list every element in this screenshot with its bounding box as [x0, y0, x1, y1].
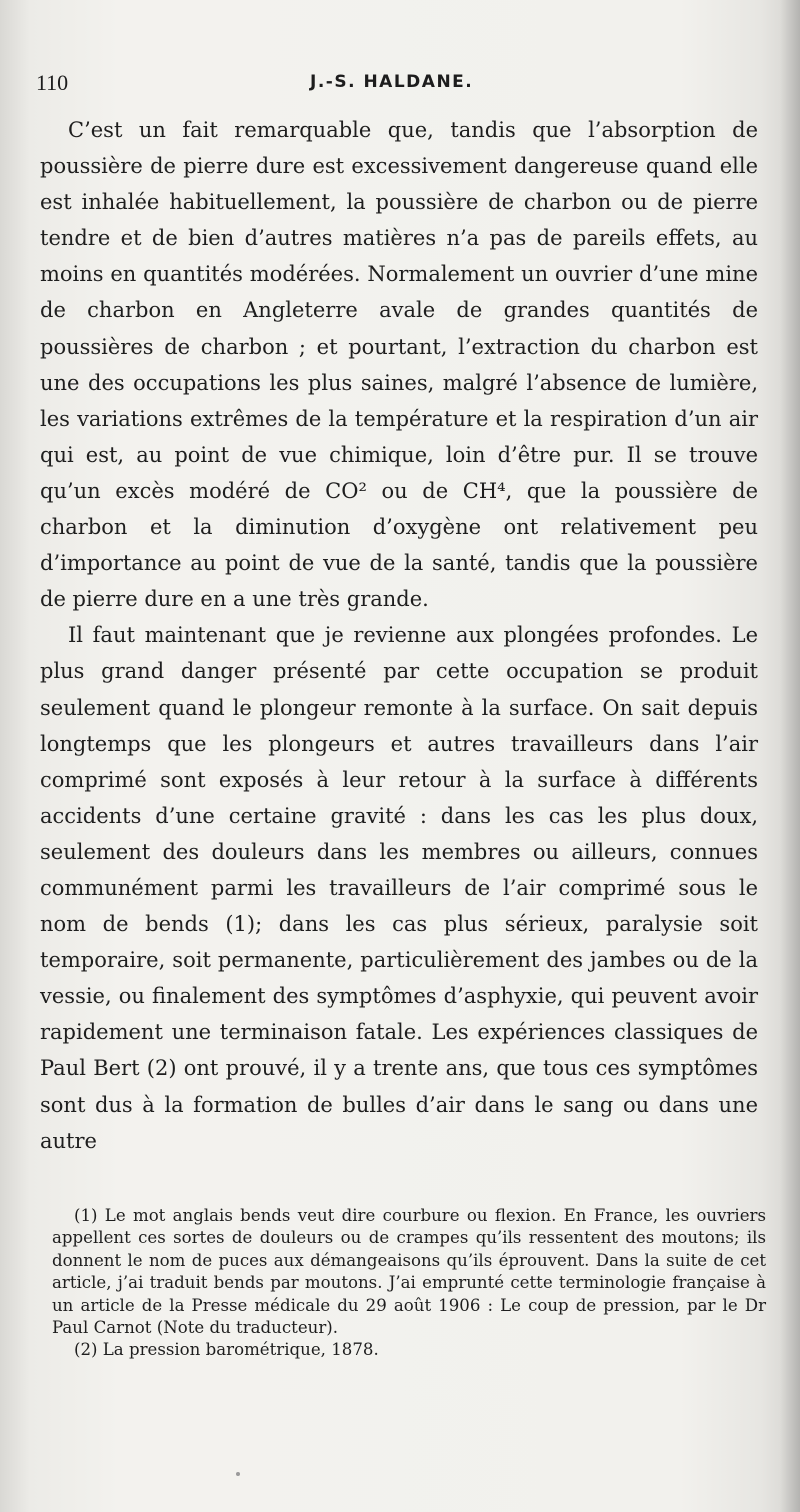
page-header — [36, 70, 756, 104]
page-gutter-shadow — [780, 0, 800, 1512]
footnote: (2) La pression barométrique, 1878. — [74, 1340, 379, 1360]
page-number: 110 — [36, 70, 69, 95]
running-head: J.-S. HALDANE. — [310, 72, 474, 92]
body-text — [40, 112, 758, 1159]
paragraph: C’est un fait remarquable que, tandis que l’absorption de poussière de pierre dure est excessivement dangereuse quand elle est inhalée habituellement, la poussière de charbon ou de pierre tendre et de bien d’autres matières n’a pas de pareils effets, au moins en quantités modérées. Normalement un ouvrier d’une mine de charbon en Angleterre avale de grandes quantités de poussières de charbon ; et pourtant, l’extraction du charbon est une des occupations les plus saines, malgré l’absence de lumière, les variations extrêmes de la température et la respiration d’un air qui est, au point de vue chimique, loin d’être pur. Il se trouve qu’un excès modéré de CO² ou de CH⁴, que la poussière de charbon et la diminution d’oxygène ont relativement peu d’importance au point de vue de la santé, tandis que la poussière de pierre dure en a une très grande. — [40, 118, 758, 612]
footnotes — [52, 1205, 766, 1362]
footnote: (1) Le mot anglais bends veut dire courbure ou flexion. En France, les ouvriers appellent ces sortes de douleurs ou de crampes qu’ils ressentent des moutons; ils donnent le nom de puces aux démangeaisons qu’ils éprouvent. Dans la suite de cet article, j’ai traduit bends par moutons. J’ai emprunté cette terminologie française à un article de la Presse médicale du 29 août 1906 : Le coup de pression, par le Dr Paul Carnot (Note du traducteur). — [52, 1206, 766, 1338]
page-speck — [236, 1472, 240, 1476]
paragraph: Il faut maintenant que je revienne aux plongées profondes. Le plus grand danger présenté par cette occupation se produit seulement quand le plongeur remonte à la surface. On sait depuis longtemps que les plongeurs et autres travailleurs dans l’air comprimé sont exposés à leur retour à la surface à différents accidents d’une certaine gravité : dans les cas les plus doux, seulement des douleurs dans les membres ou ailleurs, connues communément parmi les travailleurs de l’air comprimé sous le nom de bends (1); dans les cas plus sérieux, paralysie soit temporaire, soit permanente, particulièrement des jambes ou de la vessie, ou finalement des symptômes d’asphyxie, qui peuvent avoir rapidement une terminaison fatale. Les expériences classiques de Paul Bert (2) ont prouvé, il y a trente ans, que tous ces symptômes sont dus à la formation de bulles d’air dans le sang ou dans une autre — [40, 623, 758, 1153]
